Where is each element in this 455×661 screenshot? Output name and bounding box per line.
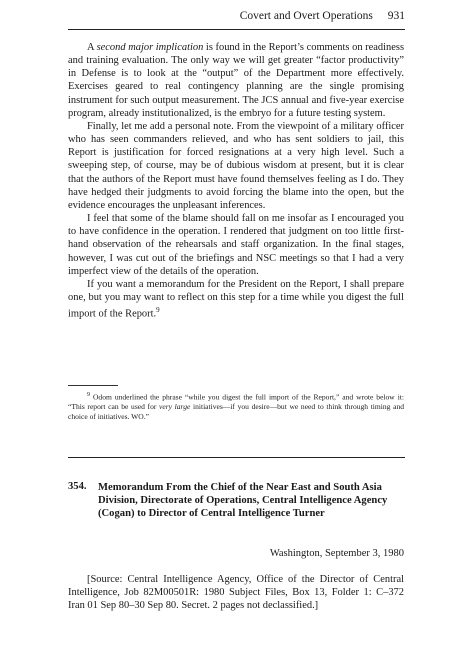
- dateline: Washington, September 3, 1980: [269, 548, 404, 559]
- paragraph-4: [68, 278, 404, 321]
- footnote-emphasis: very large: [159, 402, 191, 412]
- paragraph-1-rest: is found in the Report’s comments on readiness and training evaluation. The only way we will get greater “factor productivity” in Defense is to look at the “output” of the Department more effectively. Exercises geared to real contingency planning are the single promising instrument for such output measurement. The JCS annual and five-year exercise program, already institutionalized, is the embryo for a future testing system.: [68, 42, 405, 119]
- document-title: Memorandum From the Chief of the Near East and South Asia Division, Directorate of Operations, Central Intelligence Agency (Cogan) to Director of Central Intelligence Turner: [98, 482, 388, 520]
- paragraph-1-lead: A: [87, 42, 97, 53]
- footnote-text: [68, 391, 404, 421]
- document-separator-rule: [68, 457, 405, 458]
- paragraph-3: I feel that some of the blame should fall on me insofar as I encouraged you to have confidence in the operation. I rendered that judgment on too little first-hand observation of the rehearsals and staff organization. In the final stages, however, I was cut out of the briefings and NSC meetings so that I had a very imperfect view of the details of the operation.: [68, 213, 404, 277]
- paragraph-4-text: If you want a memorandum for the President on the Report, I shall prepare one, but you may want to reflect on this step for a time while you digest the full import of the Report.: [68, 278, 404, 320]
- running-head-title: Covert and Overt Operations: [239, 10, 373, 22]
- footnote-marker: 9: [87, 392, 90, 398]
- source-text: [Source: Central Intelligence Agency, Office of the Director of Central Intelligence, Job 82M00501R: 1980 Subject Files, Box 13, Folder 1: C–372 Iran 01 Sep 80–30 Sep 80. Secret. 2 pages not declassified.]: [68, 574, 404, 612]
- document-number: 354.: [68, 481, 87, 492]
- footnote-lead: Odom underlined the phrase “while you digest the full import of the Report,” and wrote below it: “This report can be used for: [68, 392, 404, 412]
- footnote-rest: initiatives—if you desire—but we need to think through timing and choice of initiatives. WO.”: [68, 402, 404, 421]
- footnote-reference: 9: [156, 306, 160, 315]
- main-text: [68, 41, 404, 321]
- page-number: 931: [387, 10, 405, 22]
- footnote-rule: [68, 385, 118, 386]
- paragraph-1: [68, 41, 404, 120]
- paragraph-2: Finally, let me add a personal note. From the viewpoint of a military officer who has seen commanders relieved, and who has sent soldiers to jail, this Report is justification for forced resignations at a very high level. Such a sweeping step, of course, may be of dubious wisdom at present, but it is clear that the authors of the Report must have found themselves feeling as I do. They have hedged their judgments to avoid forcing the blame into the open, but the evidence encourages the unpleasant inferences.: [68, 120, 404, 211]
- header-rule: [68, 29, 405, 30]
- source-note: [68, 573, 404, 613]
- running-head: [240, 10, 405, 22]
- footnote: [68, 391, 404, 421]
- paragraph-1-emphasis: second major implication: [96, 42, 204, 53]
